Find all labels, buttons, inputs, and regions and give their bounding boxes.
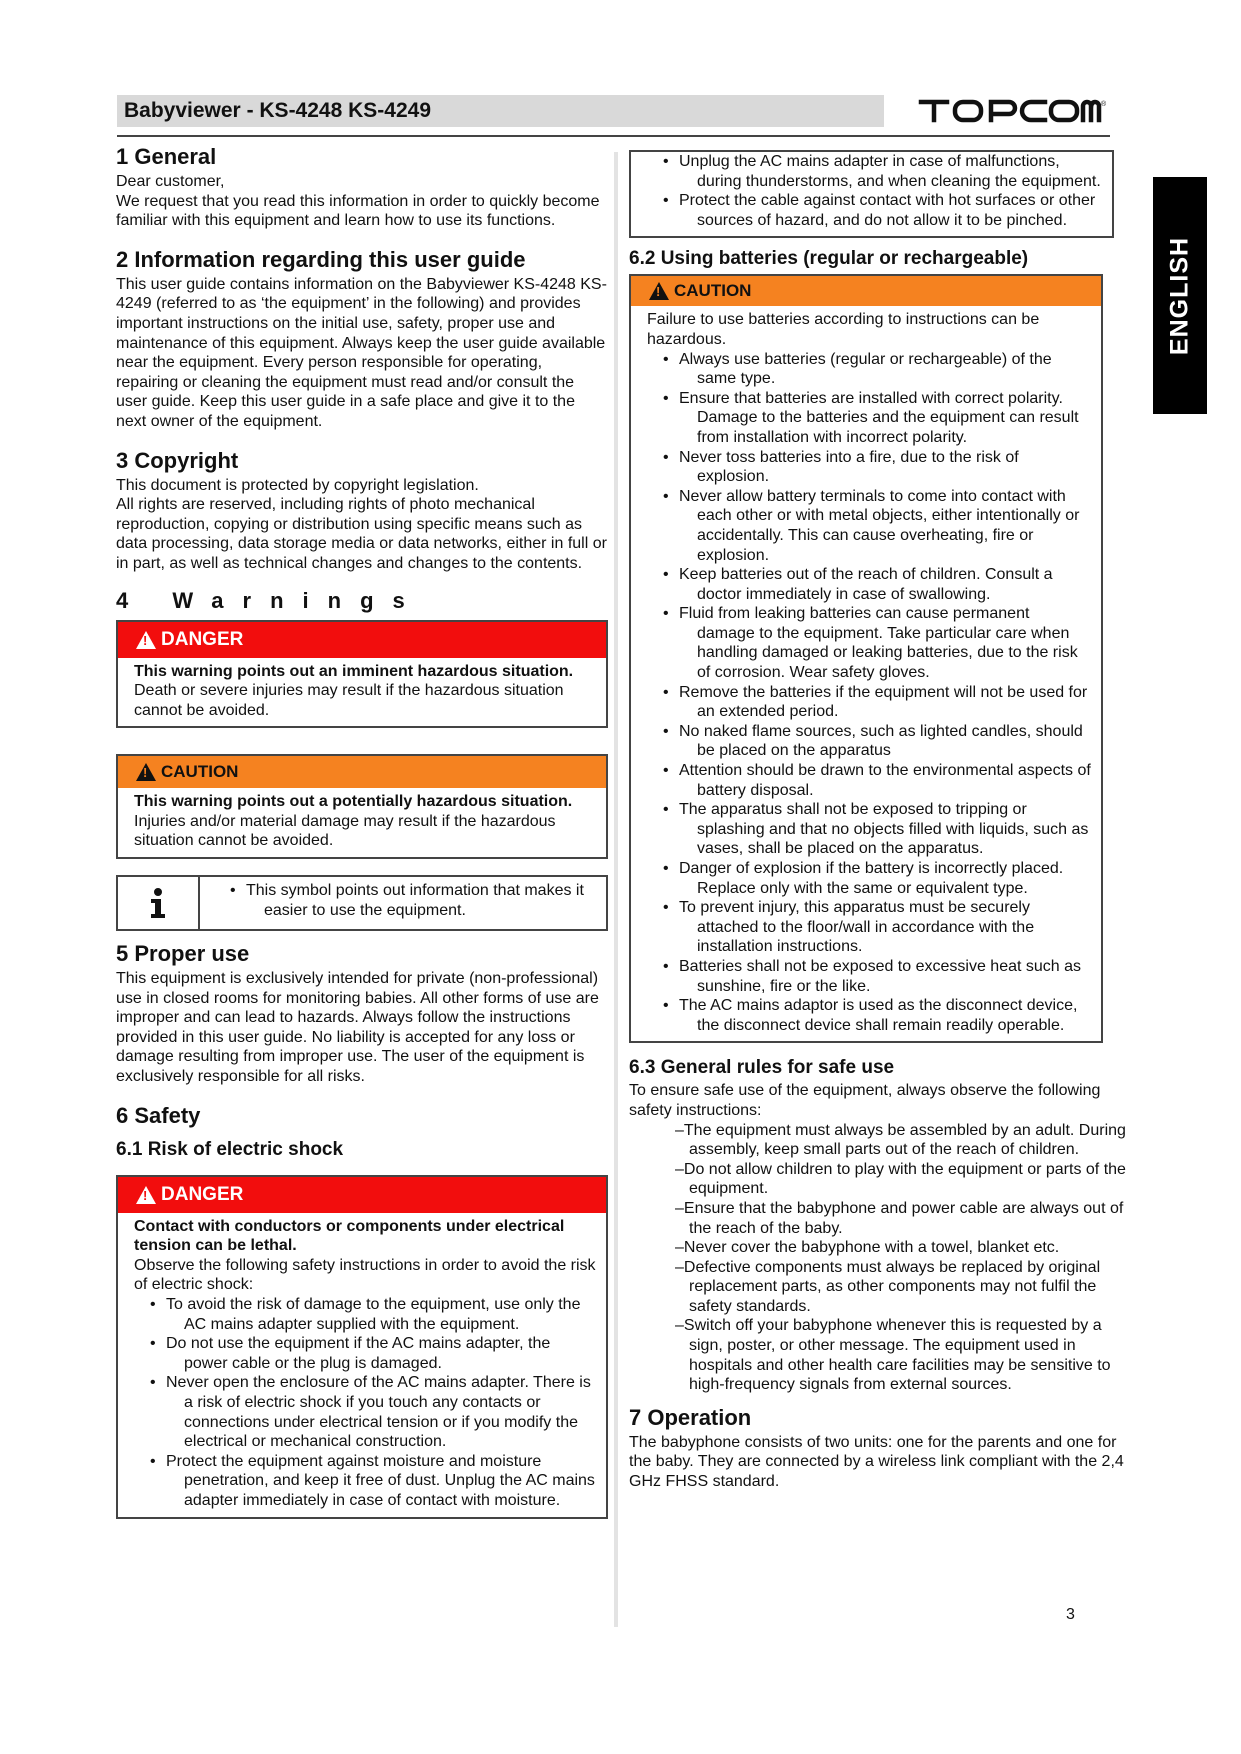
section-copyright-heading: 3 Copyright: [116, 447, 239, 473]
section-operation-heading: 7 Operation: [629, 1404, 752, 1430]
proper-use-text: This equipment is exclusively intended for private (non-professional) use in closed rooms for monitoring babies. All other forms of use are improper and can lead to hazards. Always follow the instructions provided in this user guide. No liability is accepted for any loss or damage resulting from improper use. The user of the equipment is exclusively responsible for all risks.: [116, 970, 599, 1086]
list-item: • The AC mains adaptor is used as the disconnect device, the disconnect device shall remain readily operable.: [647, 996, 1091, 1035]
list-item: • Ensure that batteries are installed with correct polarity. Damage to the batteries and the equipment can result from installation with incorrect polarity.: [647, 389, 1091, 448]
electric-danger-text: Observe the following safety instructions in order to avoid the risk of electric shock:: [134, 1256, 596, 1294]
column-divider: [614, 152, 618, 1627]
list-item: • Remove the batteries if the equipment will not be used for an extended period.: [647, 683, 1091, 722]
warning-triangle-icon: [649, 282, 669, 300]
electric-danger-box-continued: [629, 150, 1114, 238]
left-column: [116, 142, 608, 1519]
copyright-line-2: All rights are reserved, including rights of photo mechanical reproduction, copying or distribution using specific means such as data processing, data storage media or data networks, either in full or in part, as well as technical changes and changes to the contents.: [116, 496, 607, 572]
header-rule: [117, 135, 1110, 137]
list-item: – The equipment must always be assembled by an adult. During assembly, keep small parts out of the reach of children.: [667, 1121, 1127, 1160]
section-safety-heading: 6 Safety: [116, 1102, 201, 1128]
list-item: • Never open the enclosure of the AC mains adapter. There is a risk of electric shock if you touch any contacts or connections under electrical tension or if you modify the electrical or mechanical construction.: [134, 1373, 596, 1451]
list-item: • Fluid from leaking batteries can cause permanent damage to the equipment. Take particular care when handling damaged or leaking batteries, due to the risk of corrosion. Wear safety gloves.: [647, 604, 1091, 682]
list-item: • Danger of explosion if the battery is incorrectly placed. Replace only with the same or equivalent type.: [647, 859, 1091, 898]
section-general-heading: 1 General: [116, 144, 217, 169]
svg-text:®: ®: [1101, 101, 1107, 108]
batteries-intro: Failure to use batteries according to instructions can be hazardous.: [647, 311, 1040, 348]
danger-bold-text: This warning points out an imminent hazardous situation.: [134, 662, 574, 680]
operation-text: The babyphone consists of two units: one for the parents and one for the baby. They are connected by a wireless link compliant with the 2,4 GHz FHSS standard.: [629, 1433, 1124, 1491]
danger-box: [116, 620, 608, 729]
general-rules-heading: 6.3 General rules for safe use: [629, 1057, 895, 1079]
warning-triangle-icon: [136, 631, 156, 649]
caution-text: Injuries and/or material damage may result if the hazardous situation cannot be avoided.: [134, 812, 556, 850]
list-item: – Switch off your babyphone whenever this is requested by a sign, poster, or other message. The equipment used in hospitals and other health care facilities may be sensitive to high-frequency signals from external sources.: [667, 1316, 1127, 1394]
list-item: • Batteries shall not be exposed to excessive heat such as sunshine, fire or the like.: [647, 957, 1091, 996]
section-warnings-heading: 4 Warnings: [116, 587, 424, 613]
danger-header: ! DANGER: [118, 622, 606, 658]
copyright-line-1: This document is protected by copyright legislation.: [116, 476, 479, 494]
warning-triangle-icon: [136, 1186, 156, 1204]
electric-danger-box: [116, 1175, 608, 1519]
caution-header: ! CAUTION: [631, 276, 1101, 306]
general-line-1: Dear customer,: [116, 173, 225, 190]
list-item: • Protect the cable against contact with hot surfaces or other sources of hazard, and do not allow it to be pinched.: [647, 191, 1102, 230]
list-item: • Keep batteries out of the reach of children. Consult a doctor immediately in case of swallowing.: [647, 565, 1091, 604]
caution-bold-text: This warning points out a potentially hazardous situation.: [134, 793, 573, 811]
batteries-heading: 6.2 Using batteries (regular or rechargeable): [629, 248, 1029, 270]
danger-header: ! DANGER: [118, 1177, 606, 1213]
page-number: 3: [1066, 1606, 1075, 1623]
list-item: • Unplug the AC mains adapter in case of malfunctions, during thunderstorms, and when cleaning the equipment.: [647, 152, 1102, 191]
list-item: • Always use batteries (regular or rechargeable) of the same type.: [647, 350, 1091, 389]
list-item: • Attention should be drawn to the environmental aspects of battery disposal.: [647, 761, 1091, 800]
warning-triangle-icon: [136, 763, 156, 781]
language-tab: ENGLISH: [1153, 177, 1207, 414]
info-box: [116, 875, 608, 931]
list-item: – Never cover the babyphone with a towel, blanket etc.: [667, 1238, 1127, 1258]
list-item: • Do not use the equipment if the AC mains adapter, the power cable or the plug is damaged.: [134, 1334, 596, 1373]
right-column: [629, 150, 1127, 1492]
general-rules-intro: To ensure safe use of the equipment, always observe the following safety instructions:: [629, 1082, 1101, 1119]
user-guide-text: This user guide contains information on the Babyviewer KS-4248 KS-4249 (referred to as ‘the equipment’ in the following) and provides important instructions on the initial use, safety, proper use and maintenance of this equipment. Always keep the user guide available near the equipment. Every person responsible for operating, repairing or cleaning the equipment must read and/or consult the user guide. Keep this user guide in a safe place and give it to the next owner of the equipment.: [116, 275, 607, 430]
page-title: Babyviewer - KS-4248 KS-4249: [124, 99, 431, 122]
list-item: • To prevent injury, this apparatus must be securely attached to the floor/wall in accordance with the installation instructions.: [647, 898, 1091, 957]
electric-danger-bold: Contact with conductors or components under electrical tension can be lethal.: [134, 1217, 565, 1255]
caution-header: ! CAUTION: [118, 756, 606, 788]
list-item: • To avoid the risk of damage to the equipment, use only the AC mains adapter supplied with the equipment.: [134, 1295, 596, 1334]
info-text: • This symbol points out information that makes it easier to use the equipment.: [214, 881, 606, 920]
section-proper-use-heading: 5 Proper use: [116, 941, 250, 967]
caution-box: [116, 754, 608, 859]
section-user-guide-heading: 2 Information regarding this user guide: [116, 246, 526, 272]
list-item: • Never toss batteries into a fire, due to the risk of explosion.: [647, 448, 1091, 487]
list-item: – Defective components must always be replaced by original replacement parts, as other components may not fulfil the safety standards.: [667, 1258, 1127, 1317]
list-item: • The apparatus shall not be exposed to tripping or splashing and that no objects filled with liquids, such as vases, shall be placed on the apparatus.: [647, 800, 1091, 859]
info-icon: [118, 877, 200, 929]
list-item: – Do not allow children to play with the equipment or parts of the equipment.: [667, 1160, 1127, 1199]
list-item: • Never allow battery terminals to come into contact with each other or with metal objects, either intentionally or accidentally. This can cause overheating, fire or explosion.: [647, 487, 1091, 565]
topcom-logo: [917, 96, 1107, 129]
general-line-2: We request that you read this information in order to quickly become familiar with this equipment and learn how to use its functions.: [116, 192, 600, 230]
electric-shock-heading: 6.1 Risk of electric shock: [116, 1138, 344, 1160]
batteries-caution-box: [629, 274, 1103, 1043]
list-item: • Protect the equipment against moisture and moisture penetration, and keep it free of dust. Unplug the AC mains adapter immediately in case of contact with moisture.: [134, 1452, 596, 1511]
list-item: – Ensure that the babyphone and power cable are always out of the reach of the baby.: [667, 1199, 1127, 1238]
list-item: • No naked flame sources, such as lighted candles, should be placed on the apparatus: [647, 722, 1091, 761]
danger-text: Death or severe injuries may result if the hazardous situation cannot be avoided.: [134, 682, 564, 719]
